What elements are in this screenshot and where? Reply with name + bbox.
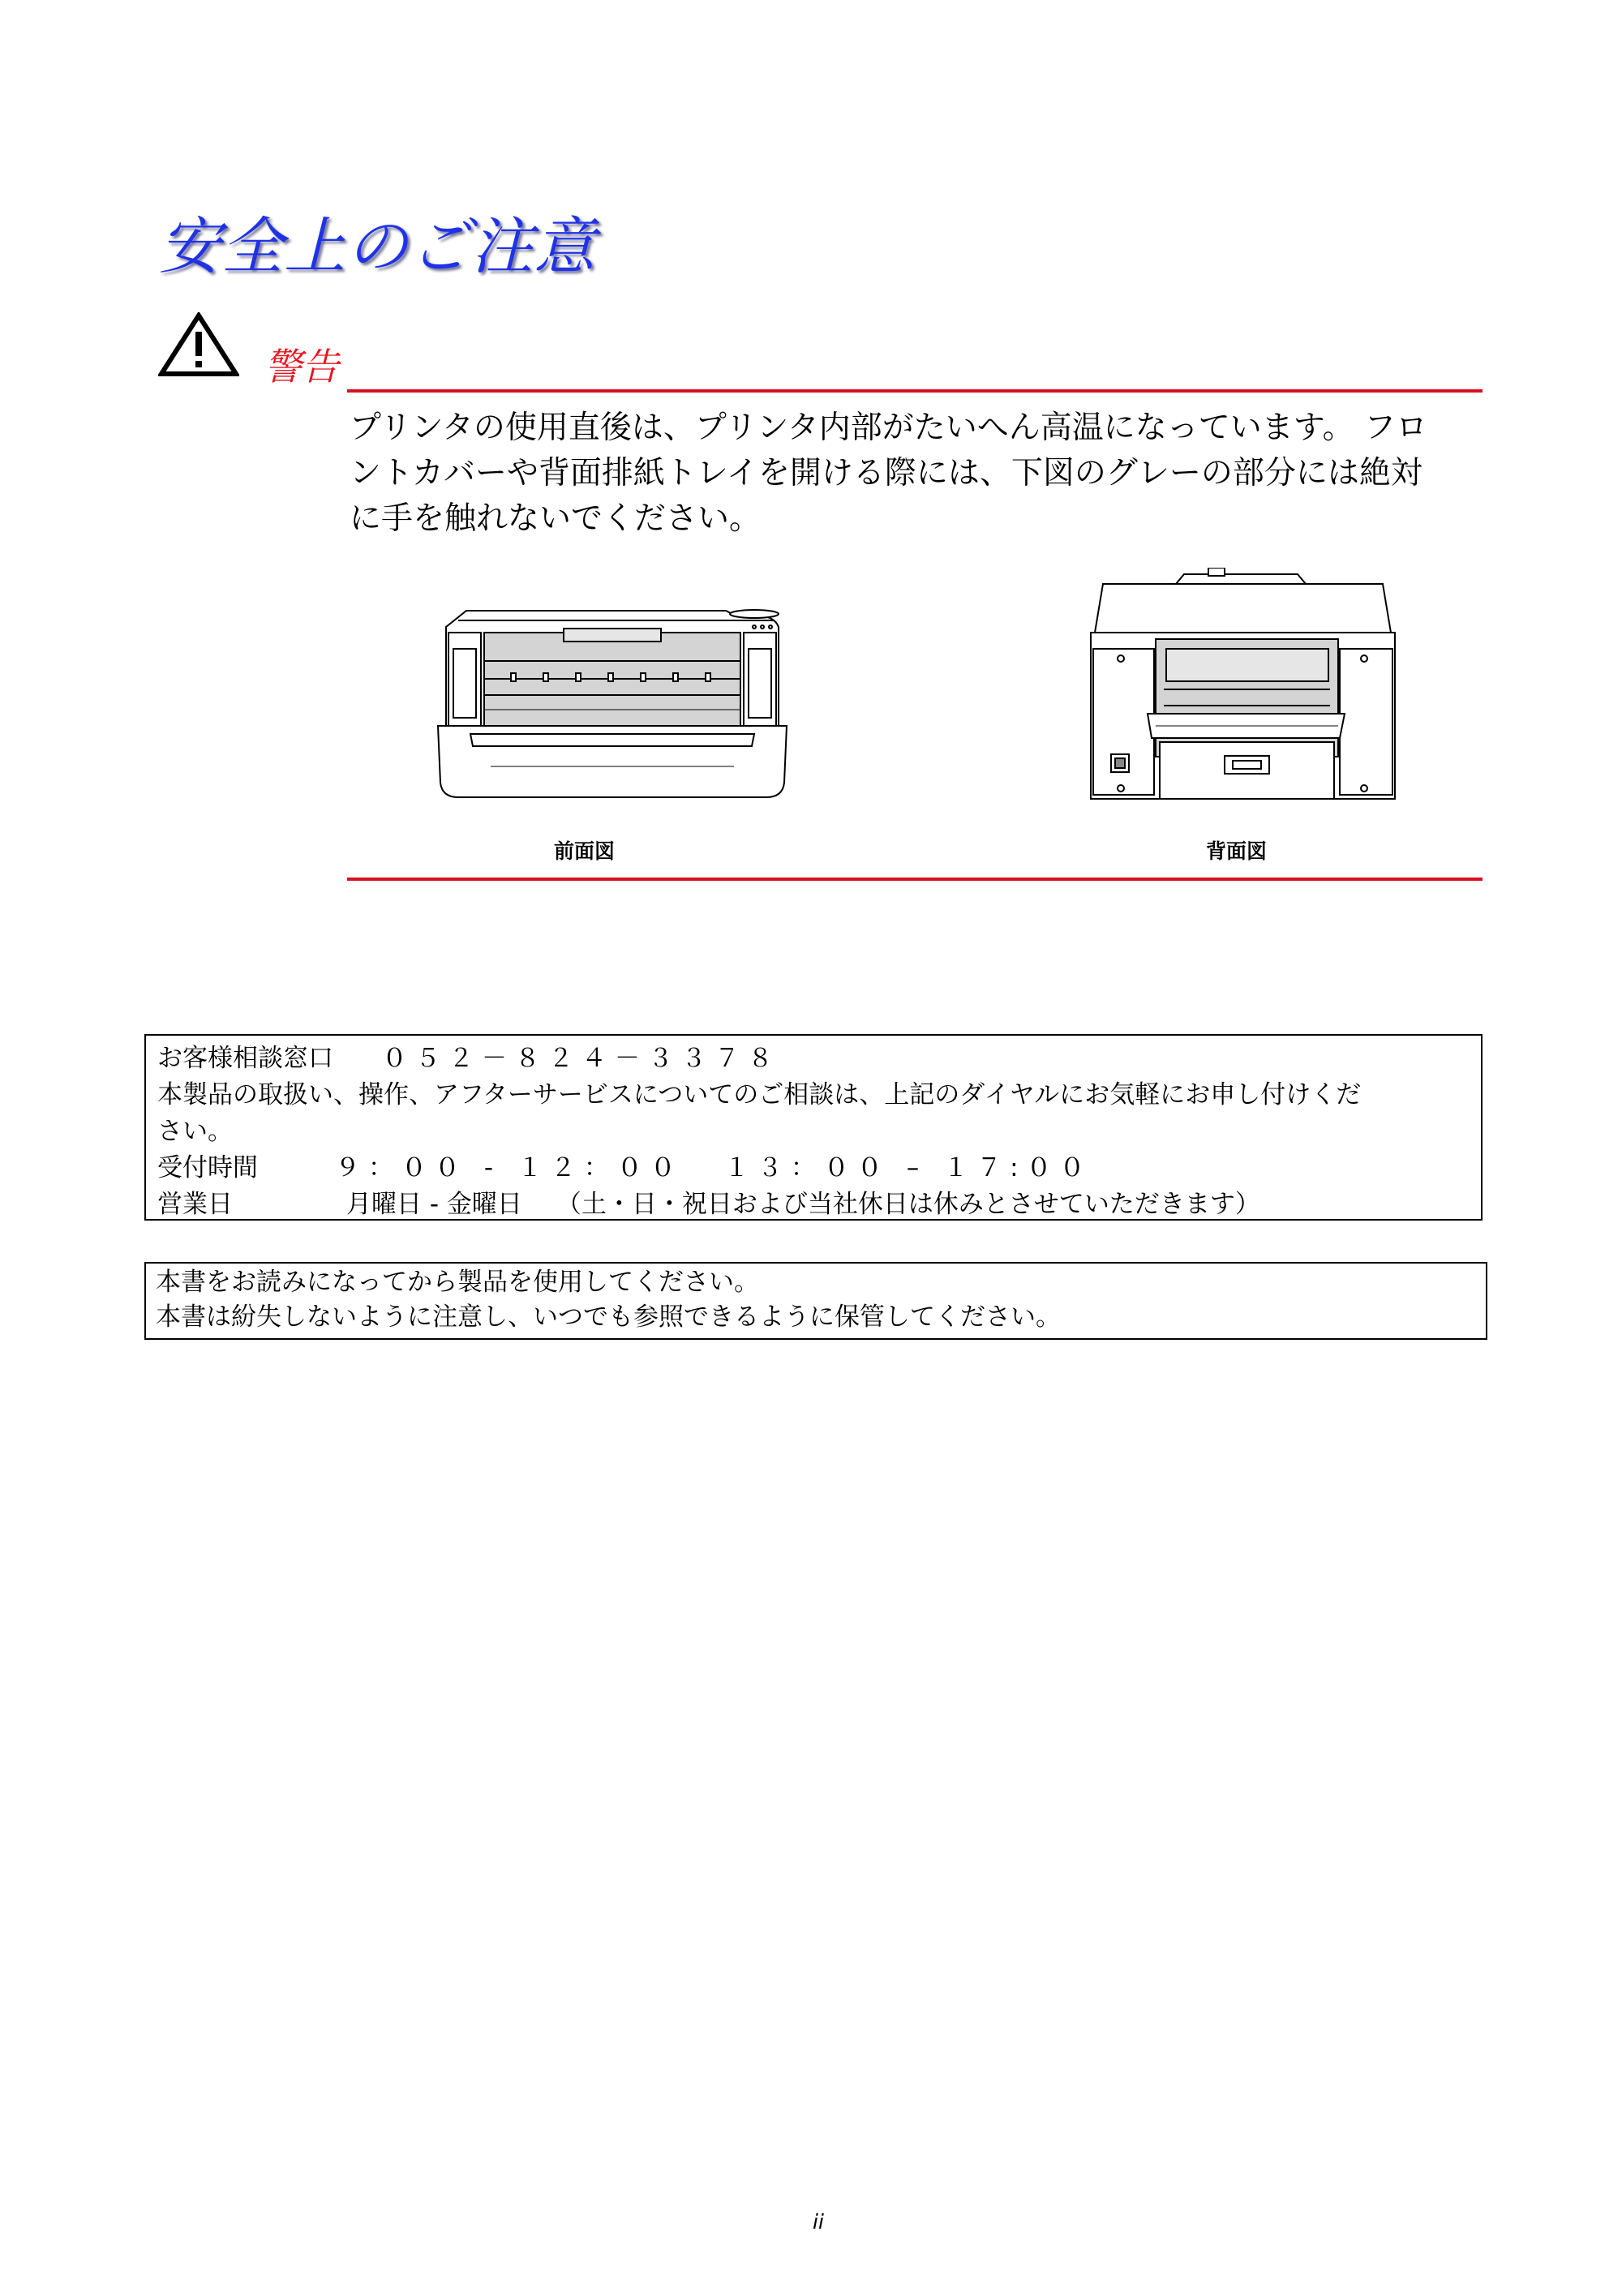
warning-top-rule	[347, 389, 1483, 393]
warning-text	[350, 406, 1485, 542]
business-days: 月曜日 - 金曜日	[346, 1190, 522, 1219]
contact-days-row	[157, 1187, 1473, 1223]
days-label: 営業日	[157, 1190, 233, 1219]
hours-morning: ９：００ - １２：００	[335, 1153, 684, 1182]
hours-afternoon: １３：００ – １７:００	[723, 1153, 1093, 1182]
contact-hours-row	[157, 1150, 1473, 1187]
page-number: ii	[813, 2210, 824, 2234]
notice-box	[144, 1262, 1487, 1340]
page-title: 安全上のご注意	[159, 210, 596, 282]
contact-label: お客様相談窓口	[157, 1044, 333, 1073]
hours-label: 受付時間	[157, 1153, 258, 1182]
warning-bottom-rule	[347, 878, 1483, 881]
business-days-note: （土・日・祝日および当社休日は休みとさせていただきます）	[556, 1190, 1260, 1219]
notice-line: 本書は紛失しないように注意し、いつでも参照できるように保管してください。	[156, 1302, 1061, 1332]
warning-label: 警告	[264, 345, 339, 388]
contact-info-box	[144, 1034, 1483, 1221]
notice-line: 本書をお読みになってから製品を使用してください。	[156, 1268, 759, 1297]
warning-line: に手を触れないでください。	[350, 500, 762, 537]
warning-line: プリンタの使用直後は、プリンタ内部がたいへん高温になっています。 フロ	[350, 410, 1428, 446]
back-view-caption: 背面図	[1206, 839, 1268, 863]
warning-triangle-icon	[158, 312, 239, 377]
printer-back-view-illustration	[1087, 568, 1399, 803]
contact-phone-row	[157, 1041, 1473, 1077]
front-view-caption: 前面図	[554, 839, 616, 863]
printer-front-view-illustration	[434, 604, 791, 803]
contact-desc: さい。	[157, 1117, 233, 1146]
warning-line: ントカバーや背面排紙トレイを開ける際には、下図のグレーの部分には絶対	[350, 455, 1422, 491]
contact-desc: 本製品の取扱い、操作、アフターサービスについてのご相談は、上記のダイヤルにお気軽にお申し付けくだ	[157, 1080, 1362, 1109]
contact-phone: ０５２－８２４－３３７８	[382, 1044, 781, 1073]
